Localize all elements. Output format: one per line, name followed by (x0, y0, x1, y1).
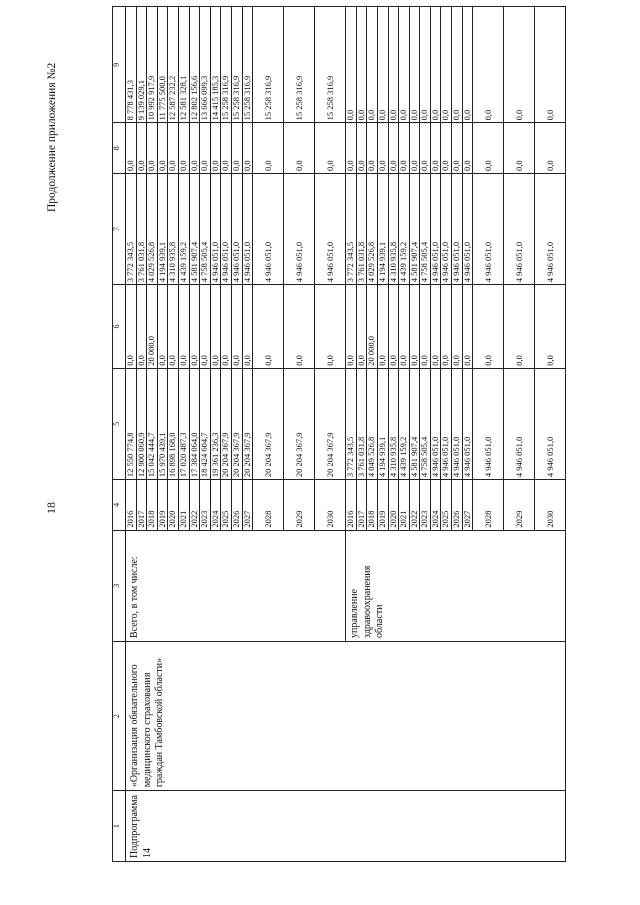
amount-cell: 0,0 (210, 123, 221, 174)
year-cell: 2023 (200, 480, 211, 531)
year-cell: 2030 (535, 480, 566, 531)
amount-cell: 4 029 526,8 (367, 174, 378, 285)
amount-cell: 0,0 (399, 123, 410, 174)
amount-cell: 20 204 367,9 (221, 368, 232, 479)
amount-cell: 19 361 236,3 (210, 368, 221, 479)
amount-cell: 0,0 (367, 7, 378, 123)
column-number: 3 (113, 530, 126, 641)
amount-cell: 0,0 (189, 285, 200, 368)
year-cell: 2017 (356, 480, 367, 531)
amount-cell: 20 204 367,9 (315, 368, 346, 479)
amount-cell: 4 946 051,0 (504, 368, 535, 479)
amount-cell: 0,0 (473, 123, 504, 174)
amount-cell: 0,0 (441, 123, 452, 174)
amount-cell: 3 761 031,8 (356, 174, 367, 285)
amount-cell: 8 778 431,3 (126, 7, 137, 123)
amount-cell: 0,0 (242, 123, 253, 174)
amount-cell: 4 758 505,4 (420, 174, 431, 285)
amount-cell: 0,0 (504, 7, 535, 123)
column-number: 2 (113, 641, 126, 790)
year-cell: 2020 (388, 480, 399, 531)
year-cell: 2028 (473, 480, 504, 531)
amount-cell: 0,0 (136, 123, 147, 174)
amount-cell: 0,0 (420, 7, 431, 123)
amount-cell: 0,0 (452, 7, 463, 123)
amount-cell: 4 049 526,8 (367, 368, 378, 479)
amount-cell: 0,0 (388, 123, 399, 174)
year-cell: 2025 (221, 480, 232, 531)
amount-cell: 20 204 367,9 (242, 368, 253, 479)
amount-cell: 3 772 343,5 (346, 368, 357, 479)
amount-cell: 4 946 051,0 (473, 174, 504, 285)
amount-cell: 15 258 316,9 (315, 7, 346, 123)
amount-cell: 0,0 (315, 285, 346, 368)
year-cell: 2021 (178, 480, 189, 531)
amount-cell: 0,0 (377, 7, 388, 123)
amount-cell: 20 204 367,9 (231, 368, 242, 479)
amount-cell: 0,0 (136, 285, 147, 368)
amount-cell: 0,0 (189, 123, 200, 174)
table-body (126, 7, 566, 862)
column-number: 8 (113, 123, 126, 174)
page-number: 18 (44, 502, 58, 514)
amount-cell: 0,0 (253, 285, 284, 368)
amount-cell: 4 310 935,8 (168, 174, 179, 285)
amount-cell: 0,0 (315, 123, 346, 174)
amount-cell: 0,0 (356, 123, 367, 174)
amount-cell: 0,0 (452, 285, 463, 368)
amount-cell: 11 775 500,0 (157, 7, 168, 123)
year-cell: 2025 (441, 480, 452, 531)
amount-cell: 9 139 029,1 (136, 7, 147, 123)
amount-cell: 10 992 917,9 (147, 7, 158, 123)
column-number: 9 (113, 7, 126, 123)
amount-cell: 17 384 064,0 (189, 368, 200, 479)
year-cell: 2027 (242, 480, 253, 531)
amount-cell: 4 946 051,0 (473, 368, 504, 479)
amount-cell: 3 761 031,8 (136, 174, 147, 285)
amount-cell: 15 258 316,9 (221, 7, 232, 123)
amount-cell: 0,0 (157, 123, 168, 174)
amount-cell: 4 758 505,4 (420, 368, 431, 479)
amount-cell: 4 581 907,4 (409, 368, 420, 479)
amount-cell: 15 042 444,7 (147, 368, 158, 479)
amount-cell: 0,0 (253, 123, 284, 174)
amount-cell: 0,0 (178, 123, 189, 174)
amount-cell: 0,0 (284, 285, 315, 368)
amount-cell: 4 310 935,8 (388, 368, 399, 479)
budget-table (112, 6, 566, 862)
amount-cell: 3 772 343,5 (126, 174, 137, 285)
amount-cell: 0,0 (168, 123, 179, 174)
amount-cell: 4 758 505,4 (200, 174, 211, 285)
column-number: 5 (113, 368, 126, 479)
column-number-row (113, 7, 126, 862)
amount-cell: 0,0 (409, 285, 420, 368)
amount-cell: 4 946 051,0 (441, 174, 452, 285)
amount-cell: 4 946 051,0 (242, 174, 253, 285)
amount-cell: 12 900 060,9 (136, 368, 147, 479)
amount-cell: 20 204 367,9 (284, 368, 315, 479)
year-cell: 2028 (253, 480, 284, 531)
amount-cell: 12 581 328,1 (178, 7, 189, 123)
amount-cell: 0,0 (200, 285, 211, 368)
amount-cell: 0,0 (504, 123, 535, 174)
year-cell: 2024 (430, 480, 441, 531)
amount-cell: 0,0 (356, 7, 367, 123)
amount-cell: 4 946 051,0 (535, 368, 566, 479)
program-code: Подпрограмма 14 (126, 791, 566, 862)
amount-cell: 0,0 (221, 123, 232, 174)
amount-cell: 0,0 (399, 7, 410, 123)
amount-cell: 12 802 156,6 (189, 7, 200, 123)
amount-cell: 0,0 (462, 123, 473, 174)
column-number: 4 (113, 480, 126, 531)
year-cell: 2026 (452, 480, 463, 531)
year-cell: 2017 (136, 480, 147, 531)
amount-cell: 4 439 159,2 (399, 174, 410, 285)
amount-cell: 0,0 (126, 123, 137, 174)
year-cell: 2024 (210, 480, 221, 531)
amount-cell: 0,0 (210, 285, 221, 368)
year-cell: 2018 (367, 480, 378, 531)
amount-cell: 3 772 343,5 (346, 174, 357, 285)
table-row (126, 7, 137, 862)
amount-cell: 0,0 (231, 123, 242, 174)
amount-cell: 0,0 (535, 123, 566, 174)
amount-cell: 0,0 (420, 123, 431, 174)
amount-cell: 12 587 232,2 (168, 7, 179, 123)
amount-cell: 12 550 774,8 (126, 368, 137, 479)
amount-cell: 0,0 (178, 285, 189, 368)
amount-cell: 0,0 (441, 7, 452, 123)
amount-cell: 4 439 159,2 (399, 368, 410, 479)
amount-cell: 4 946 051,0 (430, 368, 441, 479)
amount-cell: 0,0 (462, 285, 473, 368)
amount-cell: 0,0 (409, 123, 420, 174)
amount-cell: 0,0 (231, 285, 242, 368)
amount-cell: 0,0 (346, 285, 357, 368)
amount-cell: 0,0 (473, 285, 504, 368)
amount-cell: 0,0 (399, 285, 410, 368)
amount-cell: 4 946 051,0 (210, 174, 221, 285)
year-cell: 2016 (126, 480, 137, 531)
year-cell: 2029 (504, 480, 535, 531)
amount-cell: 0,0 (441, 285, 452, 368)
year-cell: 2030 (315, 480, 346, 531)
amount-cell: 0,0 (356, 285, 367, 368)
amount-cell: 4 946 051,0 (462, 174, 473, 285)
amount-cell: 0,0 (430, 7, 441, 123)
amount-cell: 0,0 (420, 285, 431, 368)
amount-cell: 0,0 (377, 123, 388, 174)
amount-cell: 16 898 168,0 (168, 368, 179, 479)
year-cell: 2022 (409, 480, 420, 531)
amount-cell: 4 946 051,0 (504, 174, 535, 285)
amount-cell: 4 194 939,1 (377, 368, 388, 479)
amount-cell: 0,0 (409, 7, 420, 123)
amount-cell: 13 666 099,3 (200, 7, 211, 123)
year-cell: 2019 (377, 480, 388, 531)
amount-cell: 4 946 051,0 (231, 174, 242, 285)
amount-cell: 4 946 051,0 (253, 174, 284, 285)
amount-cell: 20 000,0 (147, 285, 158, 368)
amount-cell: 4 946 051,0 (284, 174, 315, 285)
program-name: «Организация обязательного медицинского страхования граждан Тамбовской области» (126, 641, 566, 790)
amount-cell: 4 194 939,1 (377, 174, 388, 285)
amount-cell: 4 310 935,8 (388, 174, 399, 285)
column-number: 6 (113, 285, 126, 368)
amount-cell: 14 415 185,3 (210, 7, 221, 123)
amount-cell: 0,0 (346, 123, 357, 174)
total-label: Всего, в том числе: (126, 530, 346, 641)
amount-cell: 0,0 (430, 123, 441, 174)
column-number: 7 (113, 174, 126, 285)
amount-cell: 4 946 051,0 (452, 174, 463, 285)
year-cell: 2029 (284, 480, 315, 531)
amount-cell: 15 970 439,1 (157, 368, 168, 479)
amount-cell: 15 258 316,9 (253, 7, 284, 123)
amount-cell: 0,0 (157, 285, 168, 368)
amount-cell: 4 581 907,4 (409, 174, 420, 285)
amount-cell: 0,0 (462, 7, 473, 123)
amount-cell: 0,0 (377, 285, 388, 368)
year-cell: 2023 (420, 480, 431, 531)
rotated-table-area (112, 6, 555, 862)
amount-cell: 17 020 487,3 (178, 368, 189, 479)
amount-cell: 15 258 316,9 (242, 7, 253, 123)
amount-cell: 4 946 051,0 (221, 174, 232, 285)
amount-cell: 0,0 (200, 123, 211, 174)
amount-cell: 4 946 051,0 (441, 368, 452, 479)
amount-cell: 20 000,0 (367, 285, 378, 368)
amount-cell: 4 194 939,1 (157, 174, 168, 285)
amount-cell: 0,0 (473, 7, 504, 123)
amount-cell: 0,0 (126, 285, 137, 368)
amount-cell: 0,0 (284, 123, 315, 174)
amount-cell: 18 424 604,7 (200, 368, 211, 479)
year-cell: 2019 (157, 480, 168, 531)
amount-cell: 4 581 907,4 (189, 174, 200, 285)
amount-cell: 0,0 (242, 285, 253, 368)
amount-cell: 0,0 (504, 285, 535, 368)
amount-cell: 0,0 (388, 285, 399, 368)
year-cell: 2026 (231, 480, 242, 531)
amount-cell: 0,0 (367, 123, 378, 174)
amount-cell: 15 258 316,9 (284, 7, 315, 123)
amount-cell: 0,0 (535, 7, 566, 123)
amount-cell: 15 258 316,9 (231, 7, 242, 123)
year-cell: 2022 (189, 480, 200, 531)
amount-cell: 20 204 367,9 (253, 368, 284, 479)
amount-cell: 0,0 (535, 285, 566, 368)
year-cell: 2018 (147, 480, 158, 531)
column-number: 1 (113, 791, 126, 862)
amount-cell: 0,0 (388, 7, 399, 123)
executor-label: управление здравоохранения области (346, 530, 566, 641)
amount-cell: 3 761 031,8 (356, 368, 367, 479)
amount-cell: 0,0 (346, 7, 357, 123)
year-cell: 2016 (346, 480, 357, 531)
amount-cell: 0,0 (430, 285, 441, 368)
appendix-title: Продолжение приложения №2 (46, 62, 58, 212)
amount-cell: 4 439 159,2 (178, 174, 189, 285)
year-cell: 2020 (168, 480, 179, 531)
year-cell: 2021 (399, 480, 410, 531)
amount-cell: 4 946 051,0 (452, 368, 463, 479)
amount-cell: 0,0 (221, 285, 232, 368)
amount-cell: 0,0 (452, 123, 463, 174)
amount-cell: 4 946 051,0 (315, 174, 346, 285)
amount-cell: 4 946 051,0 (430, 174, 441, 285)
amount-cell: 4 029 526,8 (147, 174, 158, 285)
year-cell: 2027 (462, 480, 473, 531)
amount-cell: 4 946 051,0 (535, 174, 566, 285)
amount-cell: 4 946 051,0 (462, 368, 473, 479)
amount-cell: 0,0 (168, 285, 179, 368)
amount-cell: 0,0 (147, 123, 158, 174)
